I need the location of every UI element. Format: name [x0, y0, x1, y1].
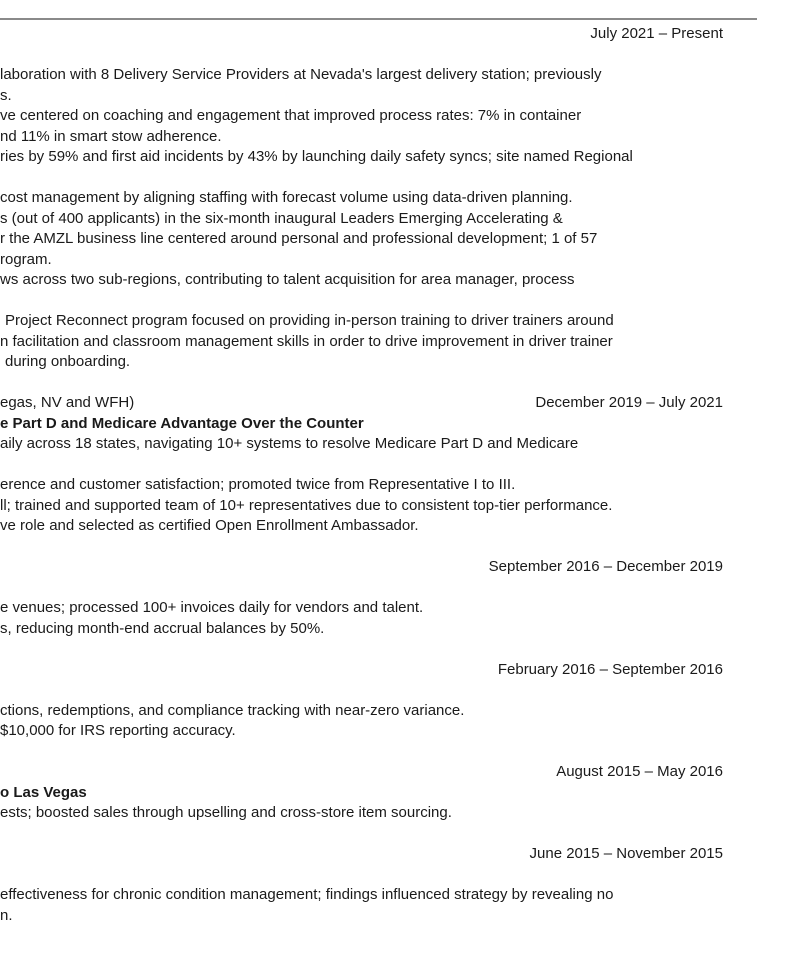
resume-line: [0, 701, 809, 722]
text-fragment: s, reducing month-end accrual balances by 50%.: [0, 619, 325, 637]
resume-line: [0, 496, 809, 517]
section-divider-rule: [0, 18, 757, 20]
resume-line: [0, 393, 809, 414]
resume-line: [0, 332, 809, 353]
date-range: February 2016 – September 2016: [497, 660, 723, 678]
text-fragment: aily across 18 states, navigating 10+ systems to resolve Medicare Part D and Medicare: [0, 435, 579, 452]
blank-line: [0, 537, 809, 558]
text-fragment: during onboarding.: [5, 353, 131, 370]
text-fragment: ries by 59% and first aid incidents by 43% by launching daily safety syncs; site named Regional: [0, 148, 633, 165]
blank-line: [0, 373, 809, 394]
resume-line: [0, 352, 809, 373]
blank-line: [0, 578, 809, 599]
resume-line: [0, 803, 809, 824]
job-title-fragment: e Part D and Medicare Advantage Over the Counter: [0, 414, 364, 432]
text-fragment: ctions, redemptions, and compliance tracking with near-zero variance.: [0, 701, 465, 719]
resume-line: [0, 516, 809, 537]
text-fragment: Project Reconnect program focused on providing in-person training to driver trainers around: [5, 312, 614, 329]
resume-line: [0, 147, 809, 168]
resume-line: [0, 311, 809, 332]
text-fragment: ve role and selected as certified Open Enrollment Ambassador.: [0, 517, 419, 534]
resume-line: [0, 557, 809, 578]
resume-line: [0, 270, 809, 291]
resume-line: [0, 475, 809, 496]
text-fragment: ws across two sub-regions, contributing to talent acquisition for area manager, process: [0, 271, 575, 288]
resume-line: [0, 906, 809, 927]
resume-line: [0, 24, 809, 45]
resume-line: [0, 783, 809, 804]
text-fragment: ve centered on coaching and engagement that improved process rates: 7% in container: [0, 107, 582, 124]
resume-line: [0, 598, 809, 619]
text-fragment: effectiveness for chronic condition management; findings influenced strategy by revealing no: [0, 886, 614, 903]
text-fragment: nd 11% in smart stow adherence.: [0, 127, 222, 145]
resume-content: [0, 24, 809, 926]
text-fragment: e venues; processed 100+ invoices daily for vendors and talent.: [0, 599, 424, 616]
text-fragment: s (out of 400 applicants) in the six-month inaugural Leaders Emerging Accelerating &: [0, 209, 563, 227]
resume-line: [0, 65, 809, 86]
blank-line: [0, 824, 809, 845]
blank-line: [0, 742, 809, 763]
text-fragment: $10,000 for IRS reporting accuracy.: [0, 722, 236, 739]
date-range: July 2021 – Present: [590, 25, 723, 42]
text-fragment: ll; trained and supported team of 10+ representatives due to consistent top-tier performance.: [0, 496, 613, 514]
blank-line: [0, 680, 809, 701]
blank-line: [0, 168, 809, 189]
resume-line: [0, 250, 809, 271]
resume-line: [0, 229, 809, 250]
resume-line: [0, 619, 809, 640]
date-range: September 2016 – December 2019: [488, 558, 723, 575]
resume-line: [0, 885, 809, 906]
blank-line: [0, 291, 809, 312]
text-fragment: n facilitation and classroom management skills in order to drive improvement in driver trainer: [0, 332, 613, 350]
text-fragment: laboration with 8 Delivery Service Providers at Nevada's largest delivery station; previously: [0, 66, 602, 83]
blank-line: [0, 455, 809, 476]
blank-line: [0, 865, 809, 886]
job-location-fragment: egas, NV and WFH): [0, 394, 135, 411]
resume-line: [0, 106, 809, 127]
blank-line: [0, 45, 809, 66]
text-fragment: r the AMZL business line centered around personal and professional development; 1 of 57: [0, 230, 598, 247]
resume-line: [0, 762, 809, 783]
resume-line: [0, 188, 809, 209]
text-fragment: ests; boosted sales through upselling and cross-store item sourcing.: [0, 804, 452, 821]
resume-line: [0, 844, 809, 865]
job-title-fragment: o Las Vegas: [0, 783, 87, 801]
resume-line: [0, 86, 809, 107]
resume-line: [0, 209, 809, 230]
resume-line: [0, 127, 809, 148]
text-fragment: s.: [0, 86, 12, 104]
resume-line: [0, 434, 809, 455]
date-range: December 2019 – July 2021: [535, 394, 723, 411]
text-fragment: cost management by aligning staffing with forecast volume using data-driven planning.: [0, 189, 573, 206]
resume-line: [0, 660, 809, 681]
text-fragment: erence and customer satisfaction; promoted twice from Representative I to III.: [0, 476, 516, 493]
blank-line: [0, 639, 809, 660]
text-fragment: rogram.: [0, 250, 52, 268]
text-fragment: n.: [0, 906, 13, 924]
resume-line: [0, 721, 809, 742]
date-range: August 2015 – May 2016: [556, 763, 723, 780]
resume-line: [0, 414, 809, 435]
date-range: June 2015 – November 2015: [529, 845, 723, 862]
